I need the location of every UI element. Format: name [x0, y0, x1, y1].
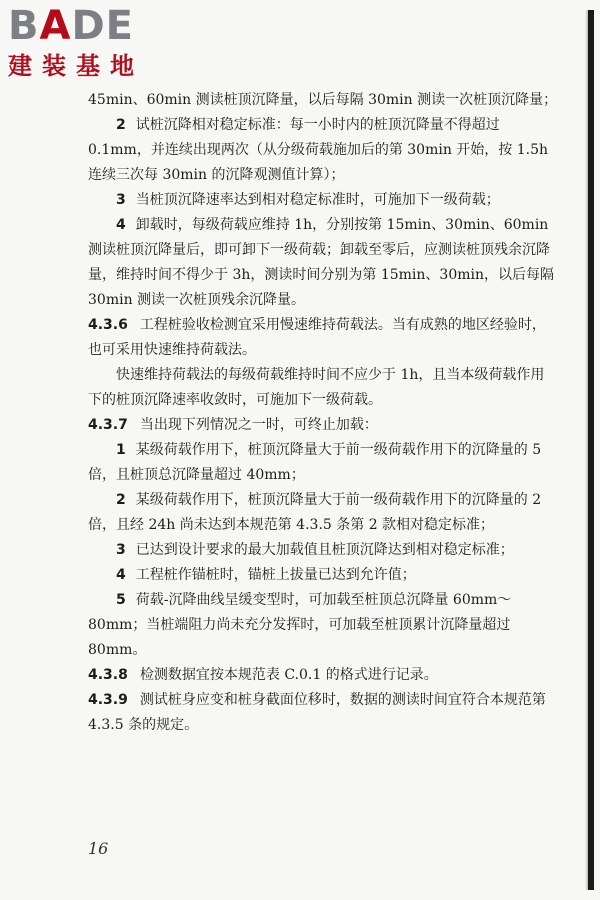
clause-number: 4.3.9 [88, 692, 128, 708]
list-item [88, 588, 558, 663]
clause-4-3-9 [88, 688, 558, 738]
clause-4-3-6 [88, 313, 558, 363]
brand-mark [8, 4, 178, 48]
clause-number: 4.3.8 [88, 667, 128, 683]
clause-text: 检测数据宜按本规范表 C.0.1 的格式进行记录。 [139, 667, 438, 683]
item-number: 2 [116, 117, 126, 133]
page-number: 16 [88, 839, 109, 858]
brand-logo [8, 4, 178, 80]
paragraph: 快速维持荷载法的每级荷载维持时间不应少于 1h，且当本级荷载作用下的桩顶沉降速率收敛时，可施加下一级荷载。 [88, 367, 545, 408]
item-text: 卸载时，每级荷载应维持 1h，分别按第 15min、30min、60min 测读桩顶沉降量后，即可卸下一级荷载；卸载至零后，应测读桩顶残余沉降量，维持时间不得少于 3h，测读时间分别为第 15min、30min，以后每隔 30min 测读一次桩顶残余沉降量。 [88, 217, 554, 308]
list-item [88, 113, 558, 188]
item-text: 已达到设计要求的最大加载值且桩顶沉降达到相对稳定标准； [135, 542, 514, 558]
item-text: 荷载-沉降曲线呈缓变型时，可加载至桩顶总沉降量 60mm～80mm；当桩端阻力尚未充分发挥时，可加载至桩顶累计沉降量超过 80mm。 [88, 592, 512, 658]
list-item [88, 213, 558, 313]
item-number: 3 [116, 192, 126, 208]
clause-4-3-7 [88, 413, 558, 438]
clause-text: 工程桩验收检测宜采用慢速维持荷载法。当有成熟的地区经验时，也可采用快速维持荷载法。 [88, 317, 546, 358]
page-edge [588, 10, 594, 890]
document-body [88, 88, 558, 738]
item-text: 某级荷载作用下，桩顶沉降量大于前一级荷载作用下的沉降量的 5 倍，且桩顶总沉降量超过 40mm； [88, 442, 542, 483]
list-item [88, 488, 558, 538]
item-number: 1 [116, 442, 126, 458]
item-text: 某级荷载作用下，桩顶沉降量大于前一级荷载作用下的沉降量的 2 倍，且经 24h 尚未达到本规范第 4.3.5 条第 2 款相对稳定标准； [88, 492, 542, 533]
clause-4-3-8 [88, 663, 558, 688]
clause-text: 测试桩身应变和桩身截面位移时，数据的测读时间宜符合本规范第 4.3.5 条的规定。 [88, 692, 546, 733]
clause-text: 当出现下列情况之一时，可终止加载： [139, 417, 378, 433]
list-item [88, 563, 558, 588]
paragraph-continuation: 45min、60min 测读桩顶沉降量，以后每隔 30min 测读一次桩顶沉降量； [88, 92, 558, 108]
item-number: 3 [116, 542, 126, 558]
brand-subtitle: 建装基地 [8, 52, 144, 80]
item-number: 4 [116, 217, 126, 233]
list-item [88, 538, 558, 563]
list-item [88, 438, 558, 488]
item-text: 工程桩作锚桩时，锚桩上拔量已达到允许值； [135, 567, 416, 583]
clause-number: 4.3.7 [88, 417, 128, 433]
clause-number: 4.3.6 [88, 317, 128, 333]
item-text: 试桩沉降相对稳定标准：每一小时内的桩顶沉降量不得超过 0.1mm，并连续出现两次（从分级荷载施加后的第 30min 开始，按 1.5h 连续三次每 30min 的沉降观测值计算）； [88, 117, 549, 183]
item-number: 4 [116, 567, 126, 583]
item-text: 当桩顶沉降速率达到相对稳定标准时，可施加下一级荷载； [135, 192, 500, 208]
list-item [88, 188, 558, 213]
brand-main-text: BADE [8, 3, 134, 49]
item-number: 2 [116, 492, 126, 508]
item-number: 5 [116, 592, 126, 608]
